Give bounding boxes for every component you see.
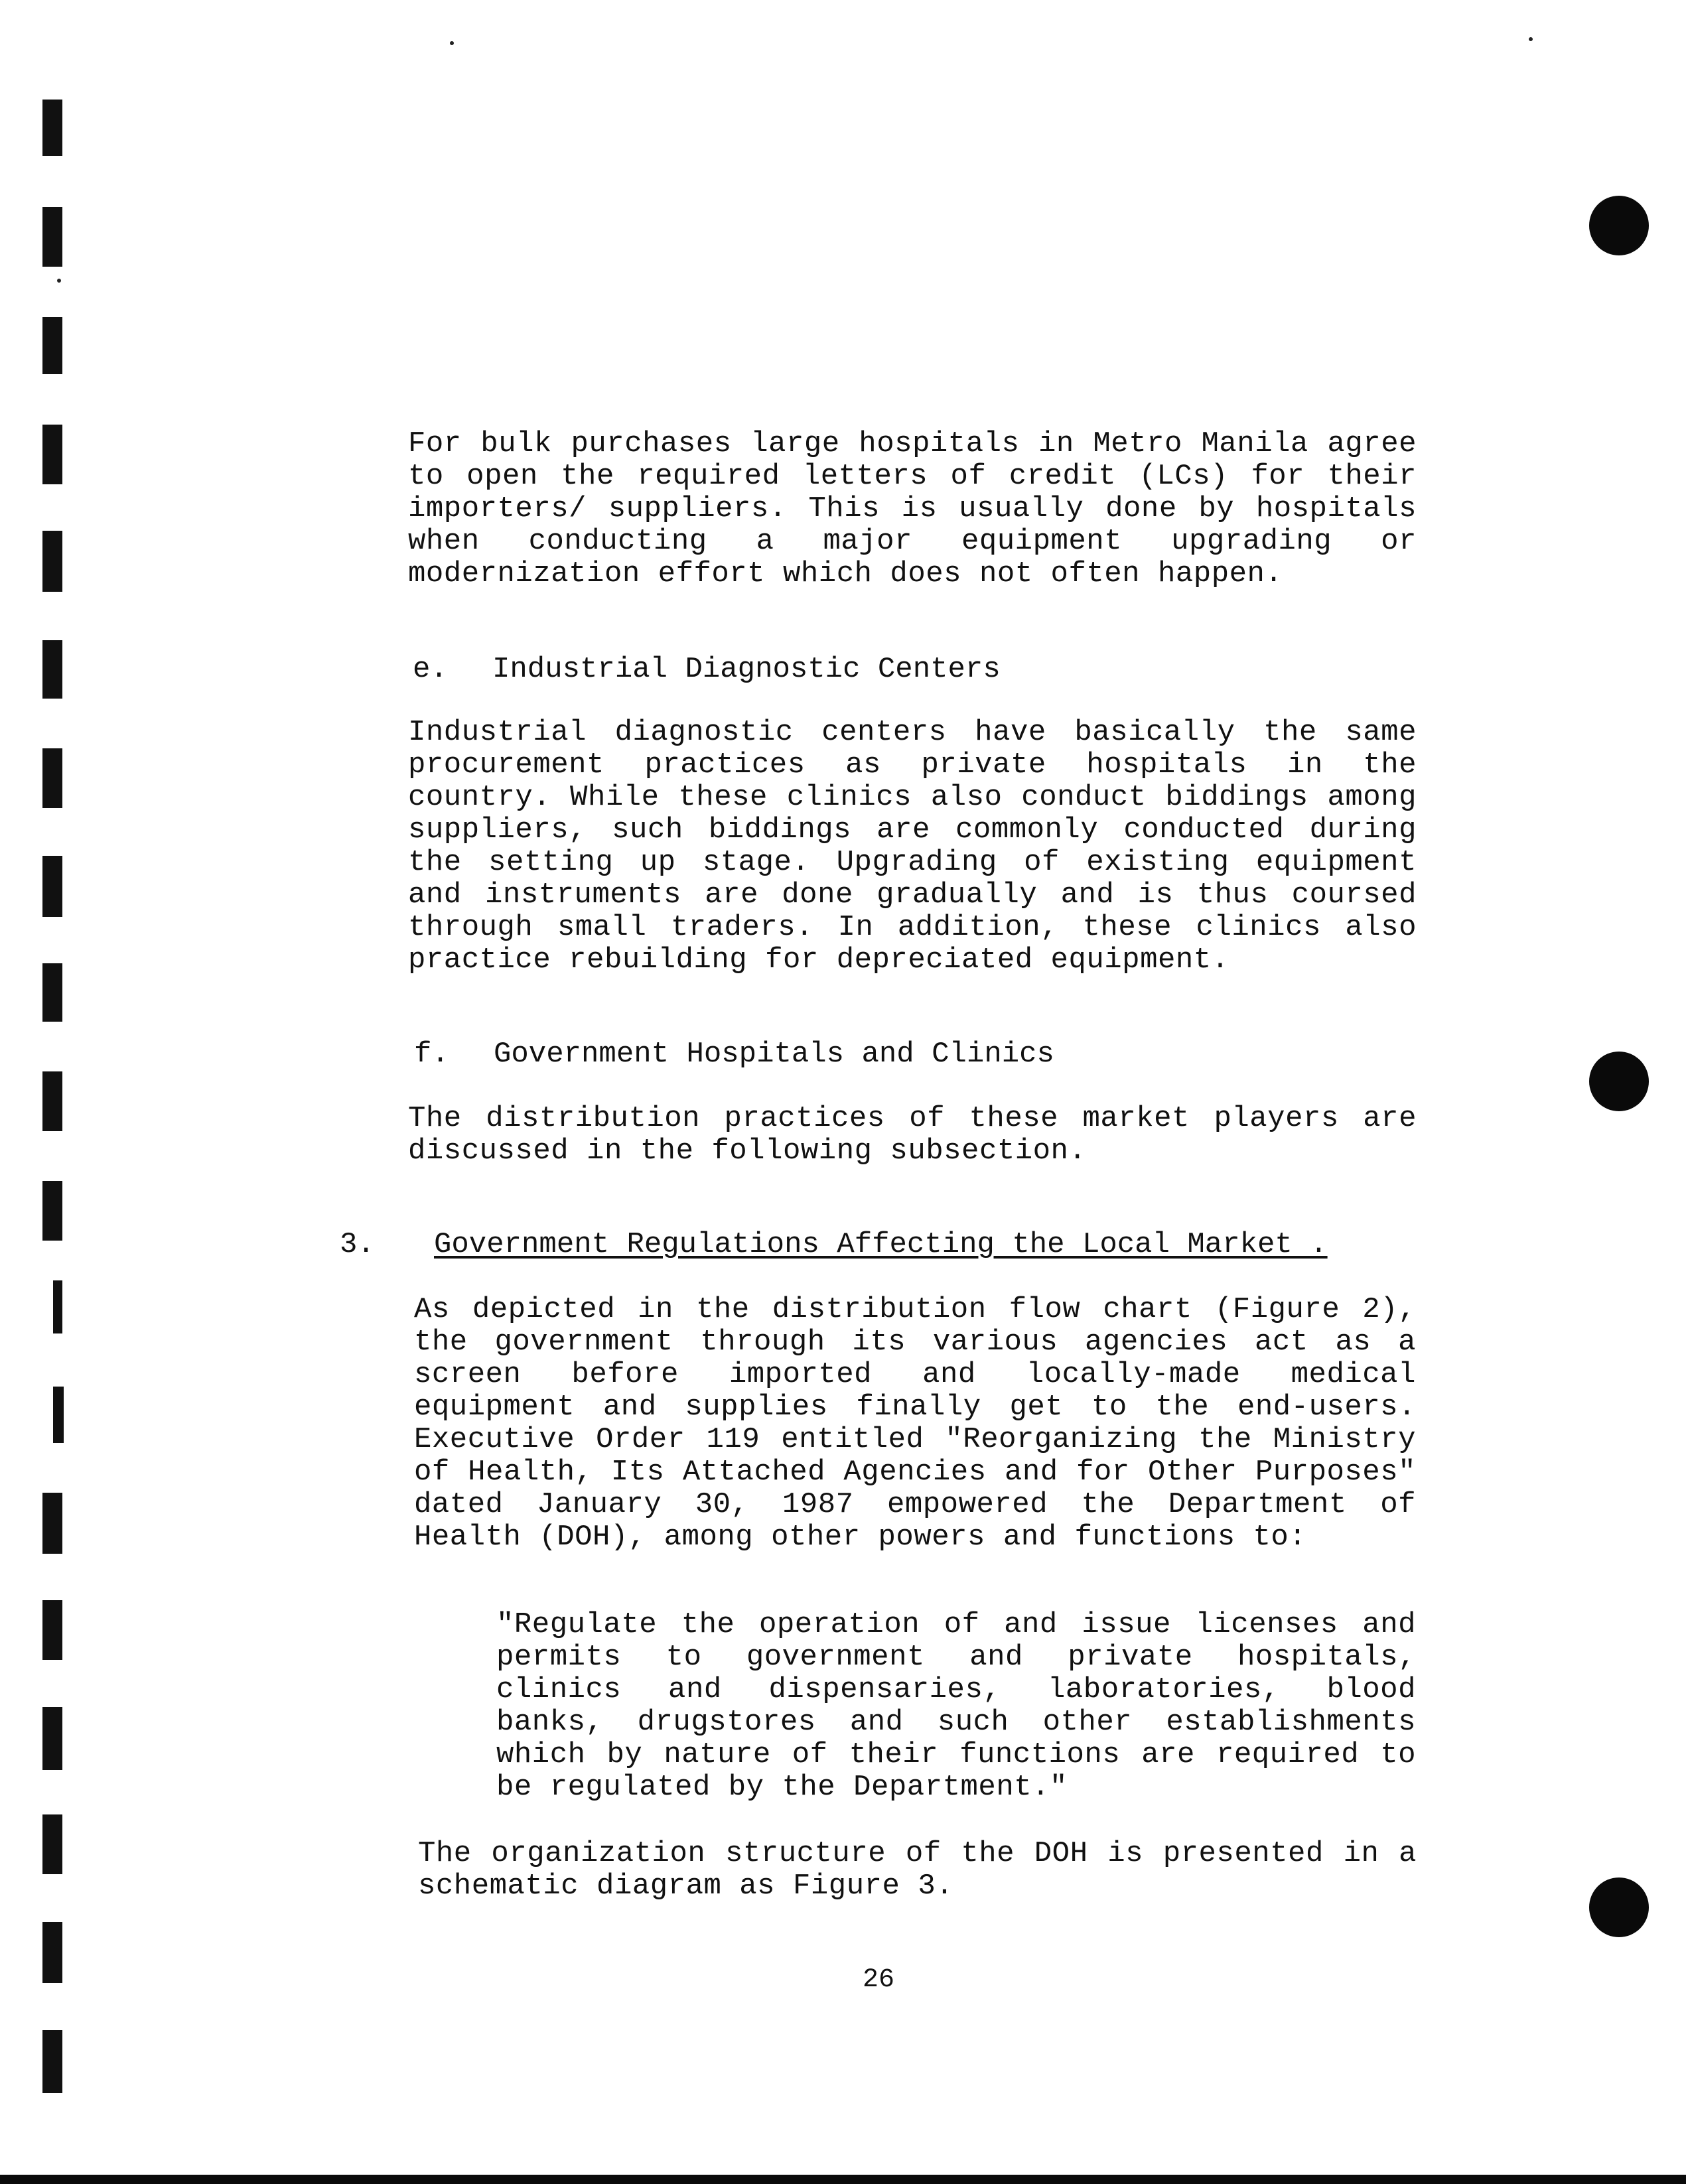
subheading-e (413, 653, 1001, 686)
subheading-title: Industrial Diagnostic Centers (492, 653, 1001, 686)
paragraph-industrial-diagnostic (408, 717, 1417, 977)
block-quote (496, 1609, 1416, 1804)
paragraph-organization (418, 1838, 1417, 1903)
binding-mark (42, 1493, 62, 1554)
quote-text: "Regulate the operation of and issue licenses and permits to government and private hospitals, clinics and dispensaries, laboratories, blood banks, drugstores and such other establishments which by nature of their functions are required to be regulated by the Department." (496, 1608, 1416, 1804)
binding-mark (42, 1181, 62, 1241)
paragraph-text: Industrial diagnostic centers have basically the same procurement practices as private hospitals in the country. While these clinics also conduct biddings among suppliers, such biddings are commonly conducted during the setting up stage. Upgrading of existing equipment and instruments are done gradually and is thus coursed through small traders. In addition, these clinics also practice rebuilding for depreciated equipment. (408, 716, 1417, 977)
subheading-marker: e. (413, 653, 448, 686)
binding-mark (42, 963, 62, 1022)
paragraph-text: The distribution practices of these market players are discussed in the following subsection. (408, 1102, 1417, 1168)
binding-mark (42, 748, 62, 808)
scan-speck (57, 279, 61, 283)
paragraph-regulations (414, 1294, 1416, 1554)
binding-mark (42, 317, 62, 374)
punch-hole (1589, 196, 1649, 255)
binding-mark (42, 1071, 62, 1131)
scan-speck (1529, 37, 1533, 41)
binding-mark (42, 2030, 62, 2093)
binding-mark (42, 1600, 62, 1660)
binding-mark (42, 640, 62, 699)
paragraph-bulk-purchases (408, 428, 1417, 590)
section-number: 3. (340, 1228, 375, 1261)
subheading-title: Government Hospitals and Clinics (494, 1038, 1054, 1071)
paragraph-text: The organization structure of the DOH is presented in a schematic diagram as Figure 3. (418, 1837, 1417, 1903)
subheading-marker: f. (414, 1038, 449, 1071)
subheading-f (414, 1038, 1054, 1071)
binding-mark (42, 1922, 62, 1983)
punch-hole (1589, 1877, 1649, 1937)
paragraph-government-hospitals (408, 1103, 1417, 1168)
section-heading (340, 1229, 1328, 1261)
binding-mark (42, 1814, 62, 1874)
scan-speck (450, 41, 454, 45)
punch-hole (1589, 1052, 1649, 1111)
bottom-edge-rule (0, 2175, 1686, 2184)
binding-mark (53, 1387, 64, 1443)
paragraph-text: As depicted in the distribution flow chart (Figure 2), the government through its various agencies act as a screen before imported and locally-made medical equipment and supplies finally get to the end-users. Executive Order 119 entitled "Reorganizing the Ministry of Health, Its Attached Agencies and for Other Purposes" dated January 30, 1987 empowered the Department of Health (DOH), among other powers and functions to: (414, 1293, 1416, 1554)
binding-mark (42, 100, 62, 156)
paragraph-text: For bulk purchases large hospitals in Metro Manila agree to open the required letters of credit (LCs) for their importers/ suppliers. This is usually done by hospitals when conducting a major equipment upgrading or modernization effort which does not often happen. (408, 427, 1417, 590)
binding-mark (42, 207, 62, 267)
section-title: Government Regulations Affecting the Local Market . (434, 1228, 1328, 1261)
binding-mark (42, 1707, 62, 1770)
binding-mark (42, 425, 62, 484)
binding-mark (42, 531, 62, 592)
binding-mark (42, 856, 62, 917)
binding-mark (53, 1280, 62, 1333)
page-number: 26 (863, 1965, 895, 1995)
